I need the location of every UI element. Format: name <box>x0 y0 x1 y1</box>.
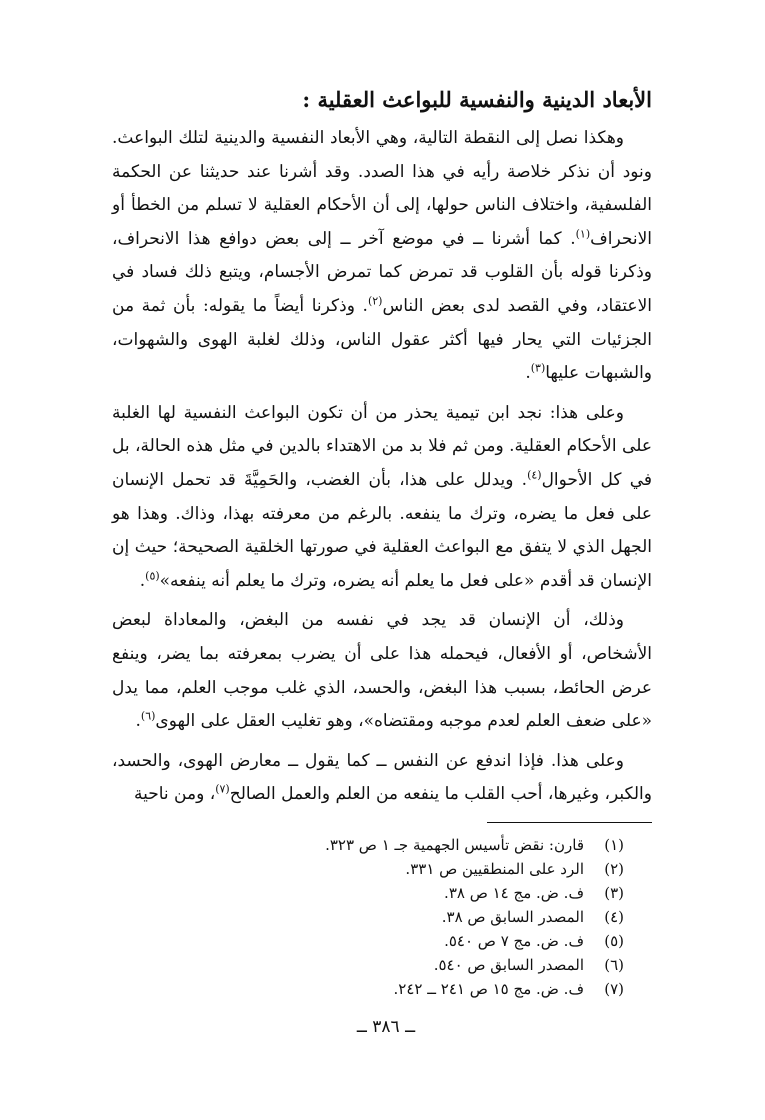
page-number: ــ ٣٨٦ ــ <box>356 1016 416 1037</box>
footnote-number: (١) <box>604 835 624 854</box>
footnote-item <box>112 929 624 953</box>
paragraph-2-text-2: . ويدلل على هذا، بأن الغضب، والحَمِيَّةَ قد تحمل الإنسان على فعل ما يضره، وترك ما ينفعه. بالرغم من معرفته بهذا، وذاك. وهذا هو الجهل الذي لا يتفق مع البواعث العقلية في صورتها الخلقية الصحيحة؛ حيث إن الإنسان قد أقدم «على فعل ما يعلم أنه يضره، وترك ما يعلم أنه ينفعه» <box>112 469 652 591</box>
footnote-number: (٣) <box>604 883 624 902</box>
paragraph-1-text-2: . كما أشرنا ــ في موضع آخر ــ إلى بعض دوافع هذا الانحراف، وذكرنا قوله بأن القلوب قد تمرض كما تمرض الأجسام، ويتبع ذلك فساد في الاعتقاد، وفي القصد لدى بعض الناس <box>112 228 652 316</box>
footnote-number: (٥) <box>604 931 624 950</box>
footnote-ref-3: (٣) <box>530 361 546 375</box>
paragraph-4 <box>112 745 652 812</box>
section-heading: الأبعاد الدينية والنفسية للبواعث العقلية : <box>302 87 652 112</box>
paragraph-1-text-3: . وذكرنا أيضاً ما يقوله: بأن ثمة من الجزئيات التي يحار فيها أكثر عقول الناس، وذلك لغلبة الهوى والشهوات، والشبهات عليها <box>112 295 652 384</box>
footnote-item <box>112 905 624 929</box>
paragraph-2-text: وعلى هذا: نجد ابن تيمية يحذر من أن تكون البواعث النفسية لها الغلبة على الأحكام العقلية. ومن ثم فلا بد من الاهتداء بالدين في مثل هذه الحالة، بل في كل الأحوال <box>112 402 652 490</box>
footnote-item <box>112 953 624 977</box>
footnote-number: (٦) <box>604 955 624 974</box>
footnote-text: ف. ض. مج ١٥ ص ٢٤١ ــ ٢٤٢. <box>393 979 584 998</box>
page-body <box>112 82 652 1037</box>
footnote-item <box>112 881 624 905</box>
footnote-item <box>112 977 624 1001</box>
paragraph-4-text-2: ، ومن ناحية <box>133 784 216 805</box>
paragraph-2-text-3: . <box>139 570 146 591</box>
footnote-number: (٤) <box>604 907 624 926</box>
footnote-number: (٧) <box>604 979 624 998</box>
paragraph-3-text: وذلك، أن الإنسان قد يجد في نفسه من البغض، والمعاداة لبعض الأشخاص، أو الأفعال، فيحمله هذا على أن يضرب بمعرفته بما يضر، وينفع عرض الحائط، بسبب هذا البغض، والحسد، الذي غلب موجب العلم، مما يدل «على ضعف العلم لعدم موجبه ومقتضاه»، وهو تغليب العقل على الهوى <box>112 610 652 732</box>
footnote-item <box>112 857 624 881</box>
footnote-text: ف. ض. مج ١٤ ص ٣٨. <box>444 883 584 902</box>
footnote-divider <box>487 822 652 823</box>
paragraph-1 <box>112 122 652 391</box>
paragraph-3 <box>112 604 652 738</box>
footnote-ref-6: (٦) <box>140 709 156 723</box>
paragraph-1-text-4: . <box>525 363 531 384</box>
paragraph-1-text: وهكذا نصل إلى النقطة التالية، وهي الأبعاد النفسية والدينية لتلك البواعث. ونود أن نذكر خلاصة رأيه في هذا الصدد. وقد أشرنا عند حديثنا عن الحكمة الفلسفية، واختلاف الناس حولها، إلى أن الأحكام العقلية لا تسلم من الخطأ أو الانحراف <box>112 128 652 249</box>
footnote-text: ف. ض. مج ٧ ص ٥٤٠. <box>444 931 584 950</box>
footnote-item <box>112 833 624 857</box>
footnote-text: قارن: نقض تأسيس الجهمية جـ ١ ص ٣٢٣. <box>325 835 584 854</box>
paragraph-3-text-2: . <box>135 711 141 732</box>
footnote-ref-5: (٥) <box>145 569 160 583</box>
footnote-ref-7: (٧) <box>215 782 230 796</box>
footnote-text: المصدر السابق ص ٥٤٠. <box>433 955 584 974</box>
footnote-ref-4: (٤) <box>527 468 542 482</box>
footnote-ref-1: (١) <box>575 227 591 241</box>
paragraph-2 <box>112 397 652 599</box>
footnote-text: المصدر السابق ص ٣٨. <box>441 907 584 926</box>
footnote-text: الرد على المنطقيين ص ٣٣١. <box>405 859 584 878</box>
footnote-number: (٢) <box>604 859 624 878</box>
footnote-ref-2: (٢) <box>367 294 383 308</box>
paragraph-4-text: وعلى هذا. فإذا اندفع عن النفس ــ كما يقول ــ معارض الهوى، والحسد، والكبر، وغيرها، أحب القلب ما ينفعه من العلم والعمل الصالح <box>112 750 652 805</box>
footnotes-list <box>112 833 652 1001</box>
